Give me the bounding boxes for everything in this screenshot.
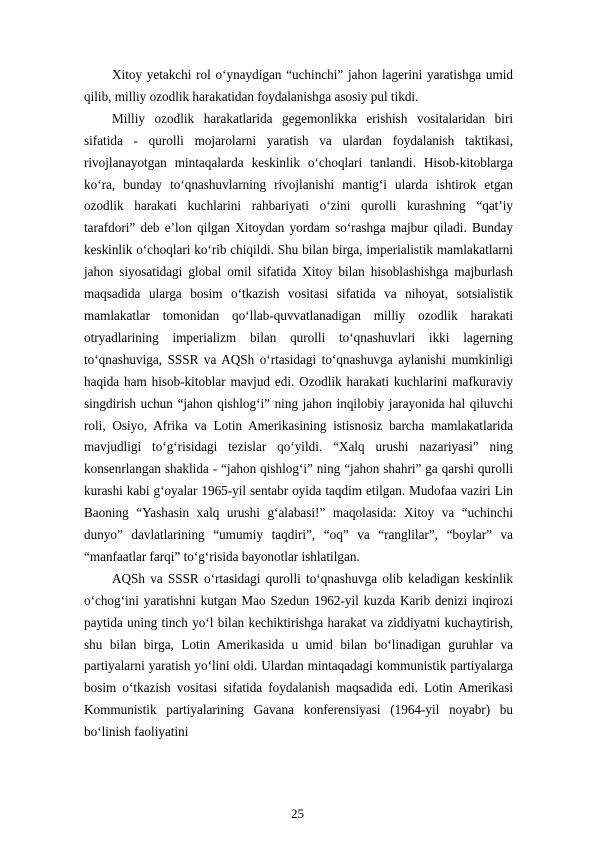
paragraph-2: Milliy ozodlik harakatlarida gegemonlikka erishish vositalaridan biri sifatida - qurolli mojarolarni yaratish va ulardan foydalanish taktikasi, rivojlanayotgan mintaqalarda keskinlik oʻchoqlari tanlandi. Hisob-kitoblarga koʻra, bunday toʻqnashuvlarning rivojlanishi mantigʻi ularda ishtirok etgan ozodlik harakati kuchlarini rahbariyati oʻzini qurolli kurashning “qat’iy tarafdori” deb e’lon qilgan Xitoydan yordam soʻrashga majbur qiladi. Bunday keskinlik oʻchoqlari koʻrib chiqildi. Shu bilan birga, imperialistik mamlakatlarni jahon siyosatidagi global omil sifatida Xitoy bilan hisoblashishga majburlash maqsadida ularga bosim oʻtkazish vositasi sifatida va nihoyat, sotsialistik mamlakatlar tomonidan qoʻllab-quvvatlanadigan milliy ozodlik harakati otryadlarining imperializm bilan qurolli toʻqnashuvlari ikki lagerning toʻqnashuviga, SSSR va AQSh oʻrtasidagi toʻqnashuvga aylanishi mumkinligi haqida ham hisob-kitoblar mavjud edi. Ozodlik harakati kuchlarini mafkuraviy singdirish uchun “jahon qishlogʻi” ning jahon inqilobiy jarayonida hal qiluvchi roli, Osiyo, Afrika va Lotin Amerikasining istisnosiz barcha mamlakatlarida mavjudligi toʻgʻrisidagi tezislar qoʻyildi. “Xalq urushi nazariyasi” ning konsenrlangan shaklida - “jahon qishlogʻi” ning “jahon shahri” ga qarshi qurolli kurashi kabi gʻoyalar 1965-yil sentabr oyida taqdim etilgan. Mudofaa vaziri Lin Baoning “Yashasin xalq urushi gʻalabasi!” maqolasida: Xitoy va “uchinchi dunyo” davlatlarining “umumiy taqdiri”, “oq” va “ranglilar”, “boylar” va “manfaatlar farqi” toʻgʻrisida bayonotlar ishlatilgan.: [84, 110, 513, 564]
page-number: 25: [291, 806, 304, 821]
paragraph-3: AQSh va SSSR oʻrtasidagi qurolli toʻqnashuvga olib keladigan keskinlik oʻchogʻini yaratishni kutgan Mao Szedun 1962-yil kuzda Karib denizi inqirozi paytida uning tinch yoʻl bilan kechiktirishga harakat va ziddiyatni kuchaytirish, shu bilan birga, Lotin Amerikasida u umid bilan boʻlinadigan guruhlar va partiyalarni yaratish yoʻlini oldi. Ulardan mintaqadagi kommunistik partiyalarga bosim oʻtkazish vositasi sifatida foydalanish maqsadida edi. Lotin Amerikasi Kommunistik partiyalarining Gavana konferensiyasi (1964-yil noyabr) bu boʻlinish faoliyatini: [84, 570, 513, 740]
paragraph-1: Xitoy yetakchi rol oʻynaydigan “uchinchi” jahon lagerini yaratishga umid qilib, milliy ozodlik harakatidan foydalanishga asosiy pul tikdi.: [84, 67, 513, 104]
body-text: [84, 64, 513, 743]
